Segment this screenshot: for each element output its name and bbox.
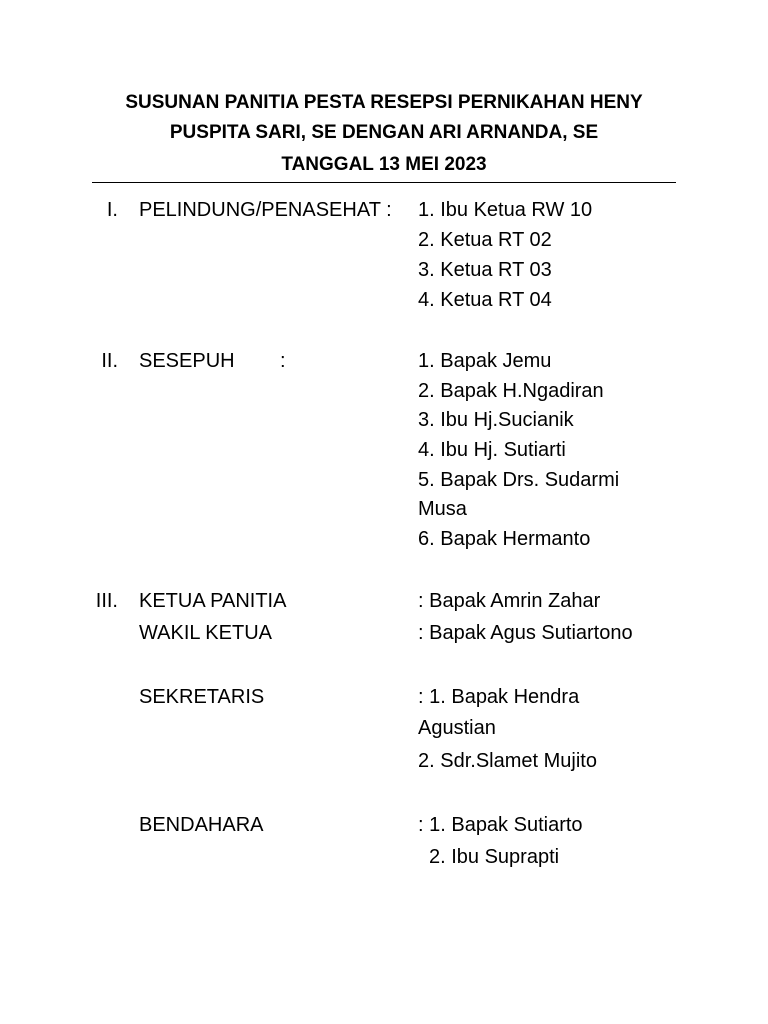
section-2-item: 5. Bapak Drs. Sudarmi — [418, 469, 620, 491]
section-2-item: 1. Bapak Jemu — [418, 350, 552, 372]
ketua-panitia-value: : Bapak Amrin Zahar — [418, 590, 601, 612]
section-1-item: 2. Ketua RT 02 — [418, 229, 552, 251]
bendahara-label: BENDAHARA — [139, 814, 264, 836]
wakil-ketua-value: : Bapak Agus Sutiartono — [418, 622, 633, 644]
section-2-colon: : — [280, 350, 286, 372]
section-2-numeral: II. — [101, 350, 118, 372]
sekretaris-label: SEKRETARIS — [139, 686, 265, 708]
section-2-item: 4. Ibu Hj. Sutiarti — [418, 439, 566, 461]
wakil-ketua-label: WAKIL KETUA — [139, 622, 272, 644]
section-2-item: 2. Bapak H.Ngadiran — [418, 380, 604, 402]
section-1-numeral: I. — [106, 199, 118, 221]
section-2-item: 6. Bapak Hermanto — [418, 528, 591, 550]
section-2-label: SESEPUH — [139, 350, 235, 372]
sekretaris-value: : 1. Bapak Hendra — [418, 686, 580, 708]
sekretaris-value: 2. Sdr.Slamet Mujito — [418, 750, 597, 772]
sekretaris-value: Agustian — [418, 717, 496, 739]
title-divider — [92, 182, 676, 183]
document-title-line-1: SUSUNAN PANITIA PESTA RESEPSI PERNIKAHAN HENY — [125, 92, 643, 113]
section-1-item: 1. Ibu Ketua RW 10 — [418, 199, 593, 221]
bendahara-value: : 1. Bapak Sutiarto — [418, 814, 583, 836]
section-2-item: Musa — [418, 498, 467, 520]
section-2-item: 3. Ibu Hj.Sucianik — [418, 409, 574, 431]
bendahara-value: 2. Ibu Suprapti — [429, 846, 560, 868]
section-1-label: PELINDUNG/PENASEHAT : — [139, 199, 392, 221]
document-title-line-3: TANGGAL 13 MEI 2023 — [281, 154, 487, 175]
ketua-panitia-label: KETUA PANITIA — [139, 590, 287, 612]
section-1-item: 4. Ketua RT 04 — [418, 289, 552, 311]
section-1-item: 3. Ketua RT 03 — [418, 259, 552, 281]
document-title-line-2: PUSPITA SARI, SE DENGAN ARI ARNANDA, SE — [169, 122, 599, 143]
section-3-numeral: III. — [95, 590, 118, 612]
